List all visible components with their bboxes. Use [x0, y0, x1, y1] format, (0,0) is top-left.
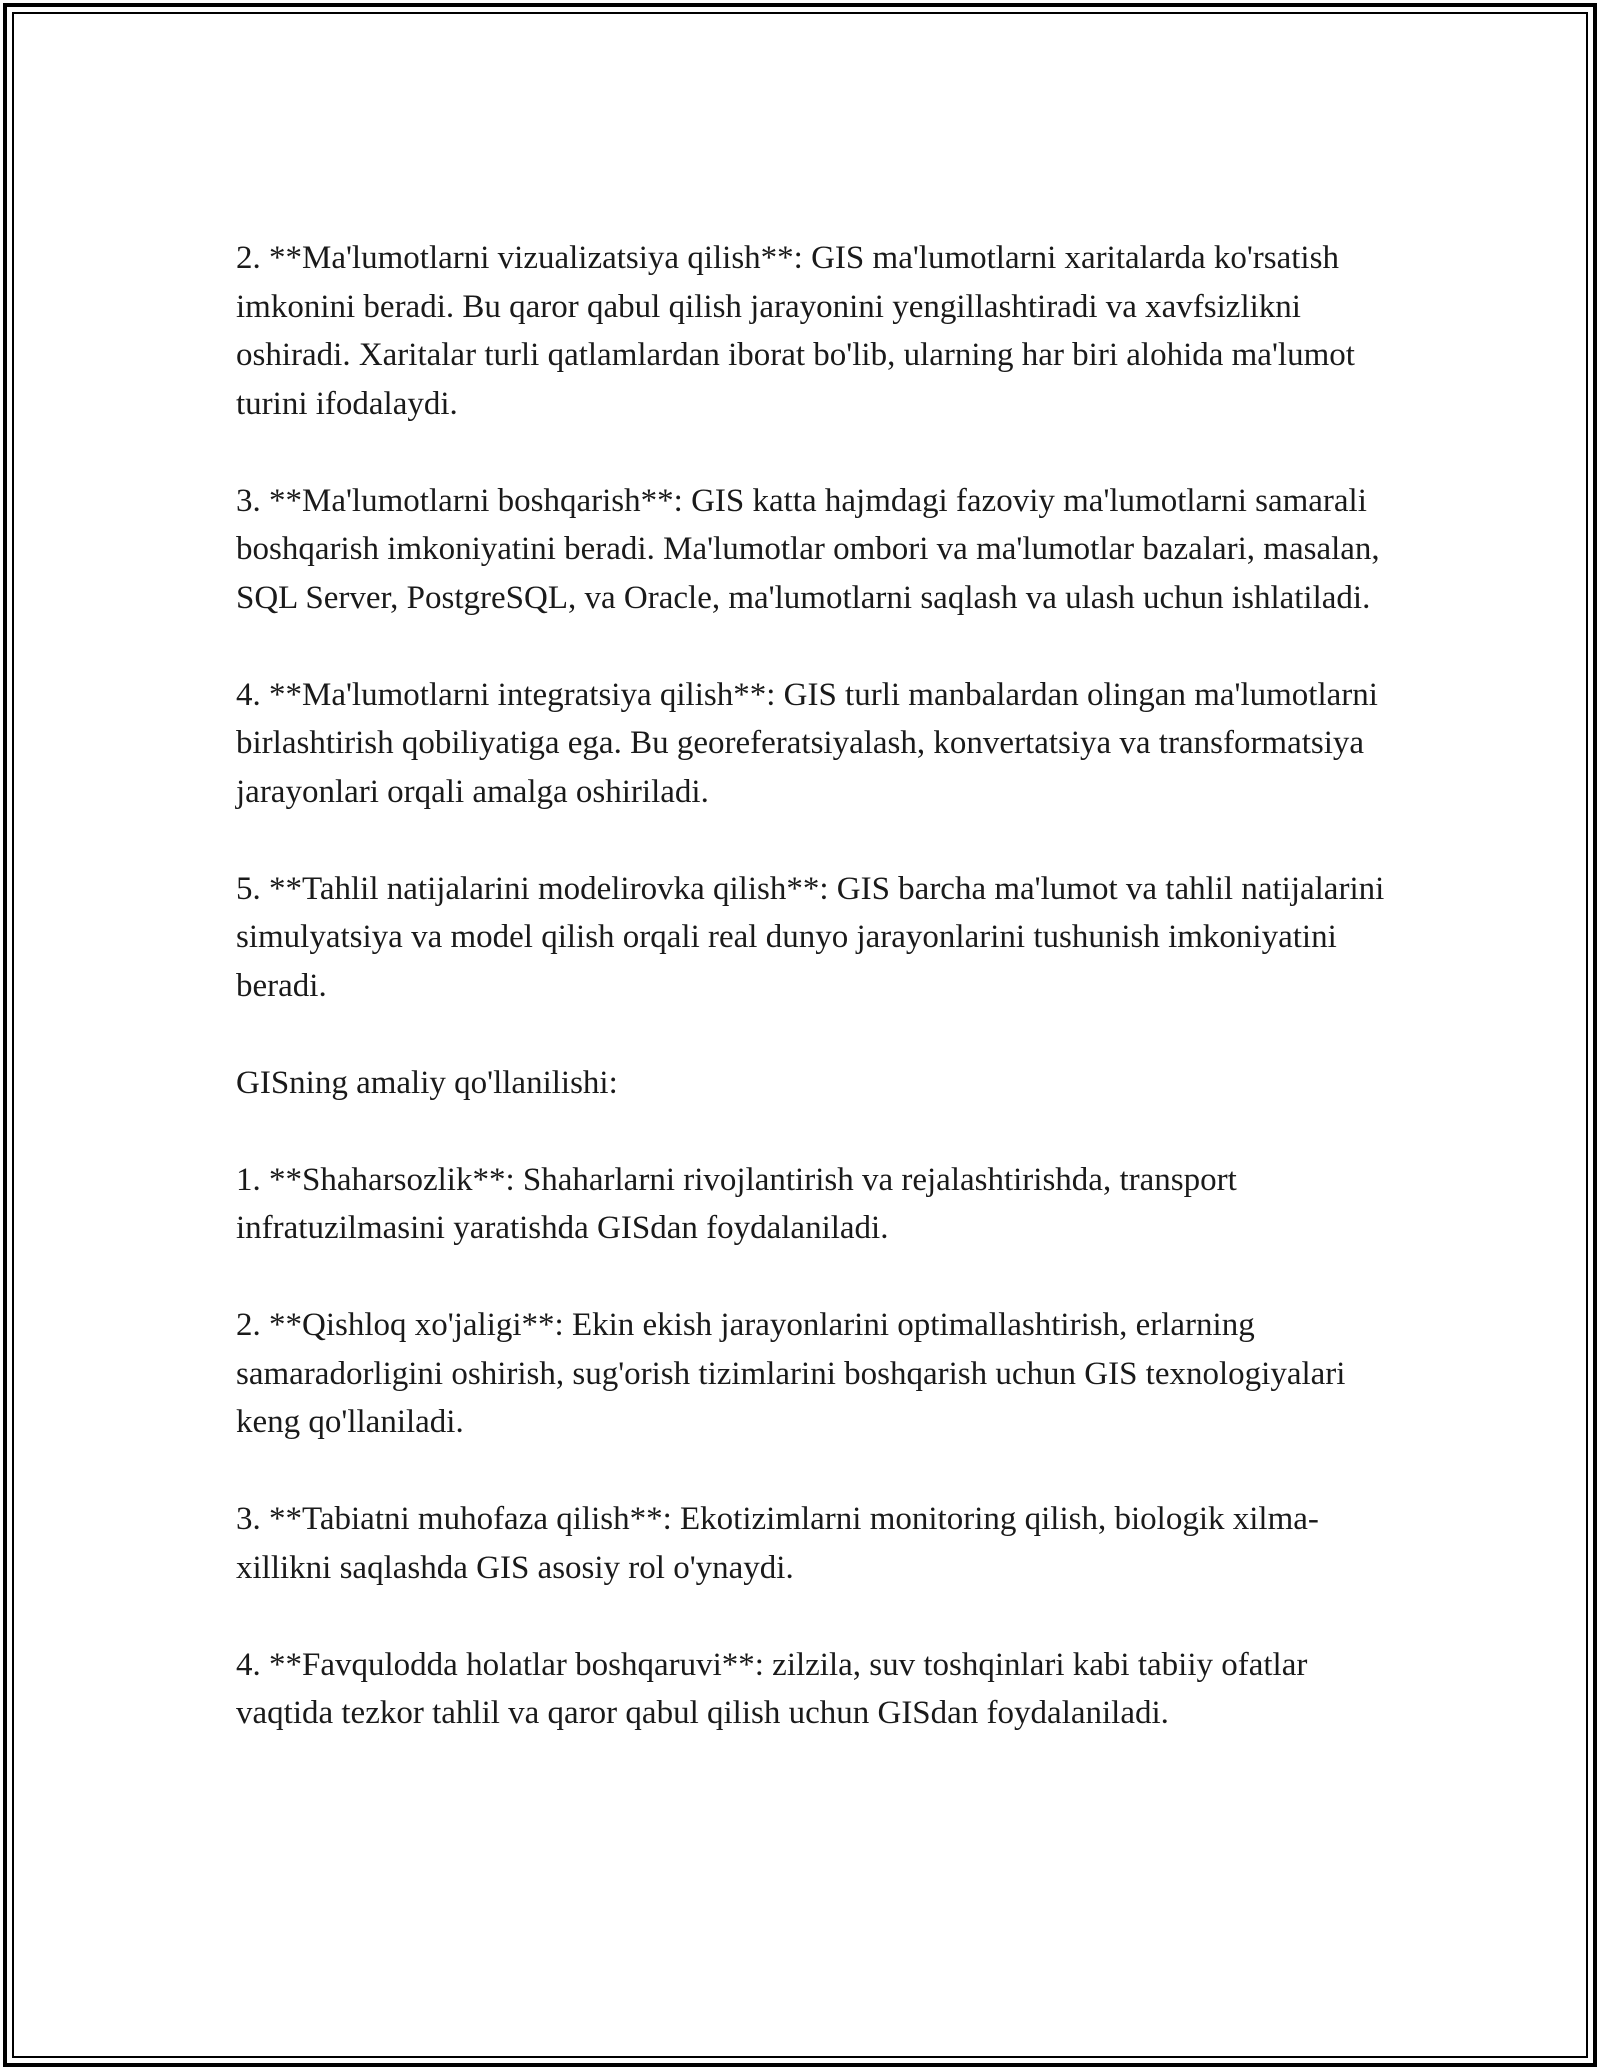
paragraph-emergency-management: 4. **Favqulodda holatlar boshqaruvi**: zilzila, suv toshqinlari kabi tabiiy ofatlar vaqtida tezkor tahlil va qaror qabul qilish uchun GISdan foydalaniladi.	[236, 1646, 1308, 1731]
section-heading-applications: GISning amaliy qo'llanilishi:	[236, 1064, 618, 1101]
paragraph-nature-protection: 3. **Tabiatni muhofaza qilish**: Ekotizimlarni monitoring qilish, biologik xilma-xillikni saqlashda GIS asosiy rol o'ynaydi.	[236, 1501, 1319, 1586]
paragraph-urban-planning: 1. **Shaharsozlik**: Shaharlarni rivojlantirish va rejalashtirishda, transport infratuzilmasini yaratishda GISdan foydalaniladi.	[236, 1161, 1237, 1246]
paragraph-modeling: 5. **Tahlil natijalarini modelirovka qilish**: GIS barcha ma'lumot va tahlil natijalarini simulyatsiya va model qilish orqali real dunyo jarayonlarini tushunish imkoniyatini beradi.	[236, 870, 1385, 1004]
paragraph-data-integration: 4. **Ma'lumotlarni integratsiya qilish**: GIS turli manbalardan olingan ma'lumotlarni birlashtirish qobiliyatiga ega. Bu georeferatsiyalash, konvertatsiya va transformatsiya jarayonlari orqali amalga oshiriladi.	[236, 676, 1378, 810]
document-body	[236, 234, 1386, 1738]
paragraph-agriculture: 2. **Qishloq xo'jaligi**: Ekin ekish jarayonlarini optimallashtirish, erlarning samaradorligini oshirish, sug'orish tizimlarini boshqarish uchun GIS texnologiyalari keng qo'llaniladi.	[236, 1307, 1346, 1440]
paragraph-data-management: 3. **Ma'lumotlarni boshqarish**: GIS katta hajmdagi fazoviy ma'lumotlarni samarali boshqarish imkoniyatini beradi. Ma'lumotlar ombori va ma'lumotlar bazalari, masalan, SQL Server, PostgreSQL, va Oracle, ma'lumotlarni saqlash va ulash uchun ishlatiladi.	[236, 482, 1380, 616]
paragraph-visualization: 2. **Ma'lumotlarni vizualizatsiya qilish**: GIS ma'lumotlarni xaritalarda ko'rsatish imkonini beradi. Bu qaror qabul qilish jarayonini yengillashtiradi va xavfsizlikni oshiradi. Xaritalar turli qatlamlardan iborat bo'lib, ularning har biri alohida ma'lumot turini ifodalaydi.	[236, 240, 1355, 422]
